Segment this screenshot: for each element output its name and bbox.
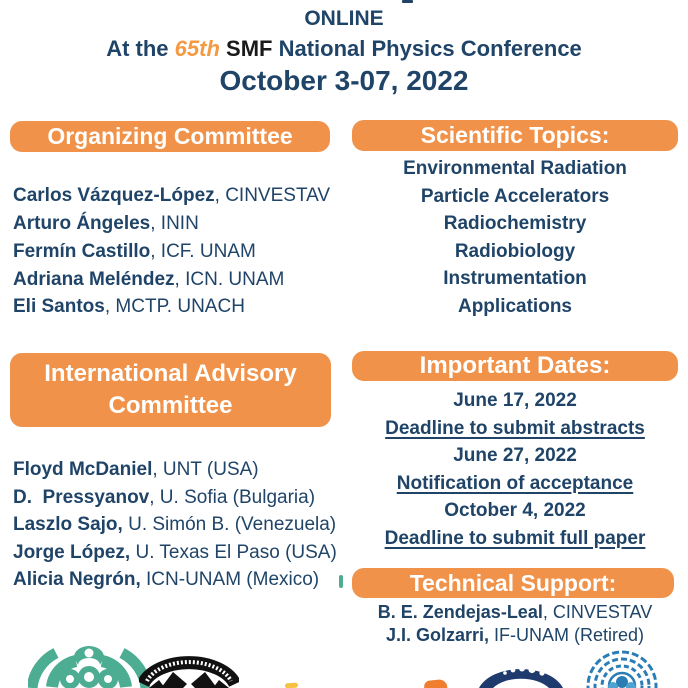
member-name: Fermín Castillo — [13, 241, 151, 262]
member-name: J.I. Golzarri, — [385, 625, 490, 645]
member-affiliation: IF-UNAM (Retired) — [489, 625, 645, 645]
topic-item: Particle Accelerators — [420, 186, 610, 207]
date-value: June 27, 2022 — [453, 445, 577, 466]
online-banner: ONLINE — [304, 7, 384, 30]
smf-arc-logo — [479, 660, 563, 688]
member-name: Jorge López, — [13, 542, 131, 563]
advisory-member-row — [13, 514, 336, 536]
support-member-row — [352, 625, 678, 646]
member-affiliation: U. Texas El Paso (USA) — [130, 542, 337, 563]
advisory-header-line1: International Advisory — [44, 360, 297, 387]
inin-concentric-logo — [586, 648, 658, 688]
advisory-member-row — [13, 569, 319, 591]
topic-item: Radiochemistry — [443, 213, 587, 234]
cinvestav-logo — [28, 641, 150, 688]
member-affiliation: ICN-UNAM (Mexico) — [140, 569, 320, 590]
topic-item: Environmental Radiation — [403, 158, 627, 179]
subtitle-65th: 65th — [174, 36, 220, 61]
org-member-row — [13, 296, 245, 318]
advisory-header-line2: Committee — [108, 392, 233, 419]
cutoff-text-fragment — [402, 0, 413, 3]
conference-dates: October 3-07, 2022 — [219, 65, 469, 96]
support-member-row — [352, 602, 678, 623]
org-member-row — [13, 241, 256, 263]
subtitle-rest: National Physics Conference — [278, 36, 582, 61]
member-affiliation: U. Simón B. (Venezuela) — [122, 514, 337, 535]
member-name: D. Pressyanov — [13, 487, 150, 508]
advisory-member-row — [13, 487, 315, 509]
unam-shield-logo — [139, 650, 239, 688]
date-value: June 17, 2022 — [453, 390, 577, 411]
member-affiliation: , CINVESTAV — [542, 602, 653, 622]
advisory-member-row — [13, 542, 337, 564]
member-name: Arturo Ángeles — [13, 213, 151, 234]
member-name: Adriana Meléndez — [13, 269, 175, 290]
org-member-row — [13, 269, 284, 291]
advisory-member-row — [13, 459, 259, 481]
member-affiliation: , MCTP. UNACH — [104, 296, 245, 317]
member-affiliation: , U. Sofia (Bulgaria) — [149, 487, 316, 508]
advisory-committee-header — [10, 353, 331, 427]
yellow-logo-fragment — [285, 683, 298, 688]
member-name: Carlos Vázquez-López — [13, 185, 215, 206]
member-name: Floyd McDaniel — [13, 459, 153, 480]
member-name: Laszlo Sajo, — [13, 514, 123, 535]
conference-subtitle — [0, 36, 688, 62]
topic-item: Instrumentation — [443, 268, 587, 289]
topic-item: Radiobiology — [454, 241, 576, 262]
member-name: Alicia Negrón, — [13, 569, 141, 590]
technical-support-header: Technical Support: — [352, 568, 674, 598]
member-affiliation: , ICN. UNAM — [174, 269, 285, 290]
date-value: October 4, 2022 — [444, 500, 586, 521]
teal-graphic-fragment — [339, 575, 343, 588]
subtitle-smf: SMF — [219, 36, 279, 61]
subtitle-prefix: At the — [106, 36, 175, 61]
member-affiliation: , CINVESTAV — [214, 185, 331, 206]
important-dates-header: Important Dates: — [352, 351, 678, 381]
date-label: Deadline to submit abstracts — [385, 418, 645, 439]
member-name: Eli Santos — [13, 296, 105, 317]
date-label: Deadline to submit full paper — [384, 528, 646, 549]
date-label: Notification of acceptance — [396, 473, 634, 494]
topic-item: Applications — [457, 296, 572, 317]
member-name: B. E. Zendejas-Leal — [377, 602, 543, 622]
member-affiliation: , ICF. UNAM — [150, 241, 256, 262]
member-affiliation: , UNT (USA) — [152, 459, 259, 480]
orange-logo-fragment — [424, 679, 448, 688]
org-member-row — [13, 213, 199, 235]
org-member-row — [13, 185, 330, 207]
member-affiliation: , ININ — [150, 213, 199, 234]
scientific-topics-header: Scientific Topics: — [352, 120, 678, 151]
organizing-committee-header: Organizing Committee — [10, 121, 330, 152]
